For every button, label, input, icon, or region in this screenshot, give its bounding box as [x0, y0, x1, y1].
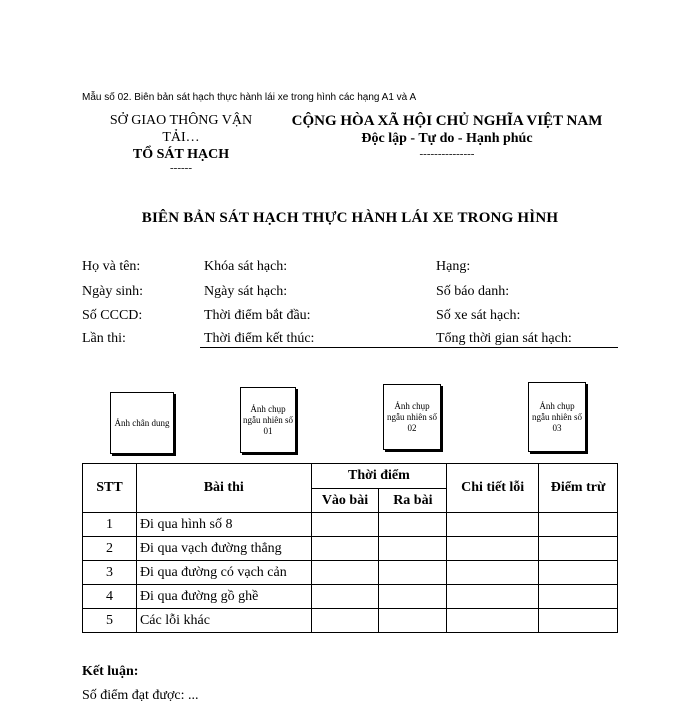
cell-detail	[447, 561, 539, 585]
cell-detail	[447, 585, 539, 609]
cell-enter	[311, 537, 379, 561]
nation-header	[282, 112, 612, 160]
cell-exit	[379, 561, 447, 585]
photo-random-2: Ảnh chụp ngẫu nhiên số 02	[383, 384, 441, 450]
exam-table	[82, 463, 618, 633]
row-stt: 4	[83, 585, 137, 609]
header-exit: Ra bài	[379, 489, 447, 513]
row-stt: 5	[83, 609, 137, 633]
nation-motto: Độc lập - Tự do - Hạnh phúc	[361, 131, 533, 146]
cell-enter	[311, 585, 379, 609]
table-row	[83, 609, 618, 633]
cell-exit	[379, 537, 447, 561]
cell-deduction	[539, 561, 618, 585]
table-row	[83, 561, 618, 585]
row-exercise: Đi qua vạch đường thẳng	[136, 537, 311, 561]
cell-exit	[379, 585, 447, 609]
agency-unit: TỔ SÁT HẠCH	[132, 147, 230, 162]
cell-detail	[447, 609, 539, 633]
label-start: Thời điểm bắt đầu:	[204, 308, 311, 323]
label-attempt: Lần thi:	[82, 331, 126, 346]
photo-random-1: Ảnh chụp ngẫu nhiên số 01	[240, 387, 296, 453]
label-end: Thời điểm kết thúc:	[204, 331, 315, 346]
label-total-time: Tổng thời gian sát hạch:	[436, 331, 572, 346]
header-exercise: Bài thi	[136, 464, 311, 513]
agency-header	[96, 112, 266, 173]
label-exam-date: Ngày sát hạch:	[204, 284, 288, 299]
cell-enter	[311, 513, 379, 537]
nation-name: CỘNG HÒA XÃ HỘI CHỦ NGHĨA VIỆT NAM	[291, 113, 603, 129]
label-dob: Ngày sinh:	[82, 284, 144, 299]
conclusion-label: Kết luận:	[82, 664, 139, 679]
cell-exit	[379, 513, 447, 537]
cell-enter	[311, 561, 379, 585]
form-code: Mẫu số 02. Biên bản sát hạch thực hành lái xe trong hình các hạng A1 và A	[82, 92, 417, 103]
cell-detail	[447, 537, 539, 561]
header-enter: Vào bài	[311, 489, 379, 513]
score-label: Số điểm đạt được: ...	[82, 688, 199, 703]
document-title: BIÊN BẢN SÁT HẠCH THỰC HÀNH LÁI XE TRONG HÌNH	[141, 210, 559, 226]
cell-deduction	[539, 585, 618, 609]
cell-enter	[311, 609, 379, 633]
header-deduction: Điểm trừ	[539, 464, 618, 513]
row-exercise: Các lỗi khác	[136, 609, 311, 633]
row-exercise: Đi qua hình số 8	[136, 513, 311, 537]
table-row	[83, 513, 618, 537]
agency-dash: ------	[170, 162, 192, 174]
cell-exit	[379, 609, 447, 633]
cell-detail	[447, 513, 539, 537]
cell-deduction	[539, 513, 618, 537]
header-error-detail: Chi tiết lỗi	[447, 464, 539, 513]
agency-line1: SỞ GIAO THÔNG VẬN	[109, 113, 253, 128]
header-time: Thời điểm	[311, 464, 447, 489]
photo-random-3: Ảnh chụp ngẫu nhiên số 03	[528, 382, 586, 452]
row-stt: 3	[83, 561, 137, 585]
row-stt: 1	[83, 513, 137, 537]
agency-line2: TẢI…	[162, 130, 200, 145]
label-class: Hạng:	[436, 259, 471, 274]
table-row	[83, 537, 618, 561]
cell-deduction	[539, 609, 618, 633]
label-course: Khóa sát hạch:	[204, 259, 288, 274]
label-reg-no: Số báo danh:	[436, 284, 510, 299]
label-vehicle-no: Số xe sát hạch:	[436, 308, 521, 323]
table-row	[83, 585, 618, 609]
label-id: Số CCCD:	[82, 308, 143, 323]
header-stt: STT	[83, 464, 137, 513]
row-stt: 2	[83, 537, 137, 561]
photo-portrait: Ảnh chân dung	[110, 392, 174, 454]
nation-dash: ---------------	[419, 148, 475, 160]
info-underline	[200, 347, 618, 348]
label-name: Họ và tên:	[82, 259, 141, 274]
row-exercise: Đi qua đường gồ ghề	[136, 585, 311, 609]
cell-deduction	[539, 537, 618, 561]
row-exercise: Đi qua đường có vạch cản	[136, 561, 311, 585]
